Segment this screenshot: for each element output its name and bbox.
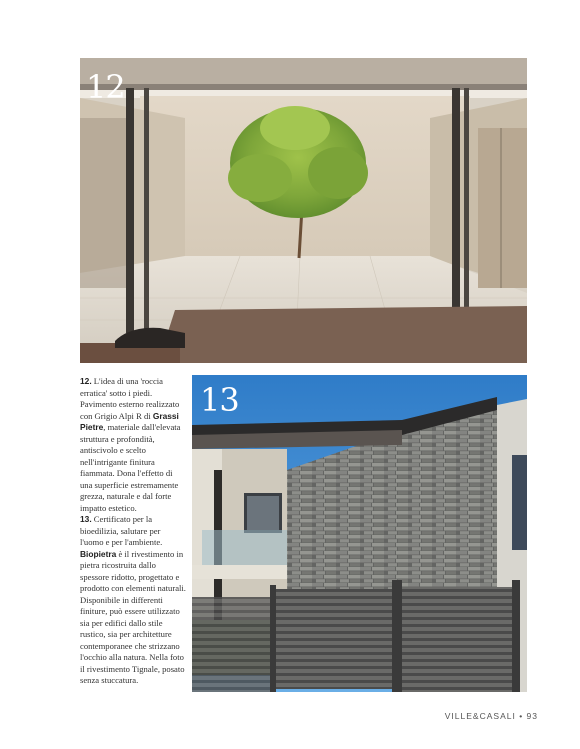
brand-grassi-pietre: Grassi Pietre xyxy=(80,410,179,432)
photo-courtyard-tree xyxy=(80,58,527,363)
brand-biopietra: Biopietra xyxy=(80,548,117,559)
caption-13-text-1: Certificato per la bioedilizia, salutare per l'uomo e per l'ambiente. xyxy=(80,514,163,547)
page-number: 93 xyxy=(526,711,538,721)
caption-12 xyxy=(80,376,186,514)
caption-13-text-2: è il rivestimento in pietra ricostruita dallo spessore ridotto, progettato e prodotto con elementi naturali. Disponibile in differenti finiture, può essere utilizzato sia per edifici dallo stile rustico, sia per architetture contemporanee che strizzano l'occhio alla natura. Nella foto il rivestimento Tignale, posato senza stuccatura. xyxy=(80,548,186,685)
caption-12-text-1: L'idea di una 'roccia erratica' sotto i piedi. Pavimento esterno realizzato con Grigio Alpi R di xyxy=(80,376,180,421)
caption-12-text-2: , materiale dall'elevata struttura e profondità, antiscivolo e scelto nell'intrigante finitura fiammata. Dona l'effetto di una superficie estremamente grezza, naturale e dal forte impatto estetico. xyxy=(80,422,181,513)
photo-number-13: 13 xyxy=(200,381,239,419)
photo-number-12: 12 xyxy=(86,68,125,106)
courtyard-illustration xyxy=(80,58,527,363)
page-footer xyxy=(445,711,538,721)
stone-house-illustration xyxy=(192,375,527,692)
caption-13 xyxy=(80,514,186,687)
photo-stone-house xyxy=(192,375,527,692)
caption-12-number: 12. xyxy=(80,376,92,386)
caption-13-number: 13. xyxy=(80,514,92,524)
footer-separator: • xyxy=(515,711,527,721)
magazine-name: VILLE&CASALI xyxy=(444,711,516,721)
caption-column xyxy=(80,376,186,687)
